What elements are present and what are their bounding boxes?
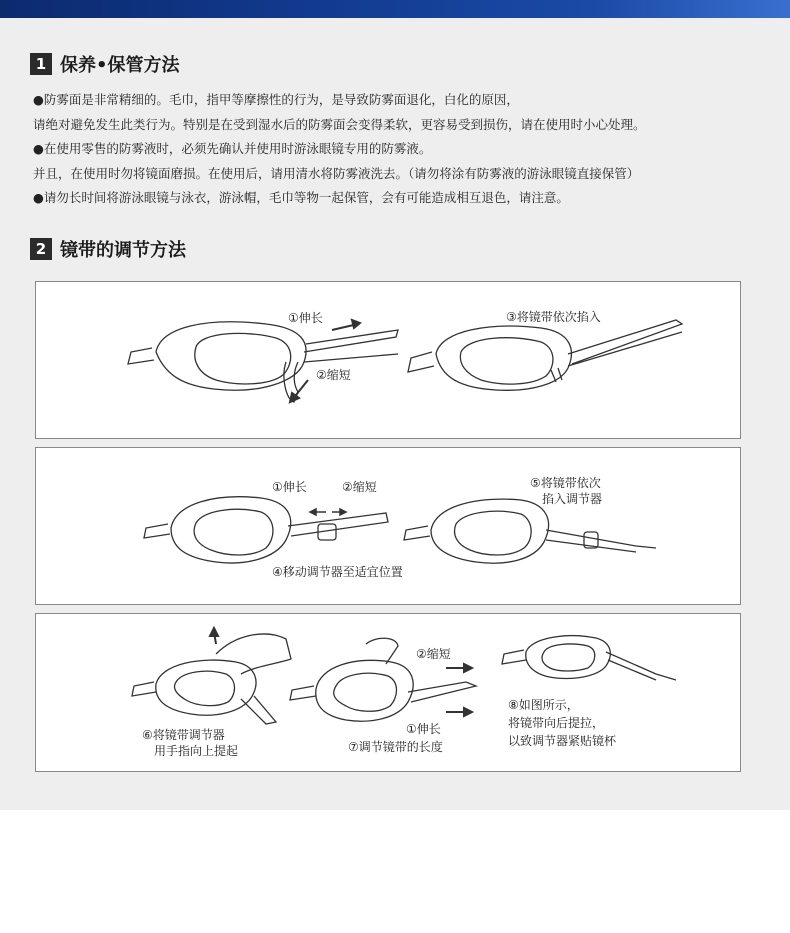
care-line: 请绝对避免发生此类行为。特别是在受到湿水后的防雾面会变得柔软，更容易受到损伤，请在使用时小心处理。 — [33, 116, 646, 132]
label-insert-1: ⑤将镜带依次 — [530, 476, 601, 490]
section1-title: 保养•保管方法 — [60, 55, 180, 76]
care-line: ●请勿长时间将游泳眼镜与泳衣，游泳帽，毛巾等物一起保管，会有可能造成相互退色，请注意。 — [33, 190, 569, 205]
section2-heading — [30, 237, 186, 261]
label-insert-2: 掐入调节器 — [542, 492, 603, 506]
goggle-illustration-2 — [36, 448, 742, 606]
label-pull-2: 将镜带向后提拉， — [508, 716, 605, 730]
label-extend: ①伸长 — [272, 480, 307, 494]
strap-diagram-2 — [35, 447, 741, 605]
section1-heading — [30, 52, 180, 76]
label-shorten: ②缩短 — [342, 480, 377, 494]
label-move: ④移动调节器至适宜位置 — [272, 565, 403, 579]
label-pull-1: ⑧如图所示， — [508, 698, 579, 712]
section2-number: 2 — [30, 238, 52, 260]
care-line: ●防雾面是非常精细的。毛巾，指甲等摩擦性的行为，是导致防雾面退化，白化的原因， — [33, 92, 519, 107]
label-extend: ①伸长 — [406, 722, 441, 736]
goggle-illustration-1 — [36, 282, 742, 440]
section1-number: 1 — [30, 53, 52, 75]
care-line: 并且，在使用时勿将镜面磨损。在使用后，请用清水将防雾液洗去。（请勿将涂有防雾液的游泳眼镜直接保管） — [33, 165, 640, 181]
label-lift-2: 用手指向上提起 — [154, 744, 239, 758]
care-instructions — [33, 88, 646, 211]
strap-diagram-1 — [35, 281, 741, 439]
label-shorten: ②缩短 — [416, 647, 451, 661]
strap-diagram-3 — [35, 613, 741, 772]
label-insert: ③将镜带依次掐入 — [506, 310, 601, 324]
label-shorten: ②缩短 — [316, 368, 351, 382]
section2-title: 镜带的调节方法 — [60, 240, 186, 261]
label-adjust: ⑦调节镜带的长度 — [348, 740, 443, 754]
label-extend: ①伸长 — [288, 311, 323, 325]
label-lift-1: ⑥将镜带调节器 — [142, 728, 225, 742]
top-banner — [0, 0, 790, 18]
care-line: ●在使用零售的防雾液时，必须先确认并使用时游泳眼镜专用的防雾液。 — [33, 141, 432, 156]
label-pull-3: 以致调节器紧贴镜杯 — [508, 734, 617, 748]
